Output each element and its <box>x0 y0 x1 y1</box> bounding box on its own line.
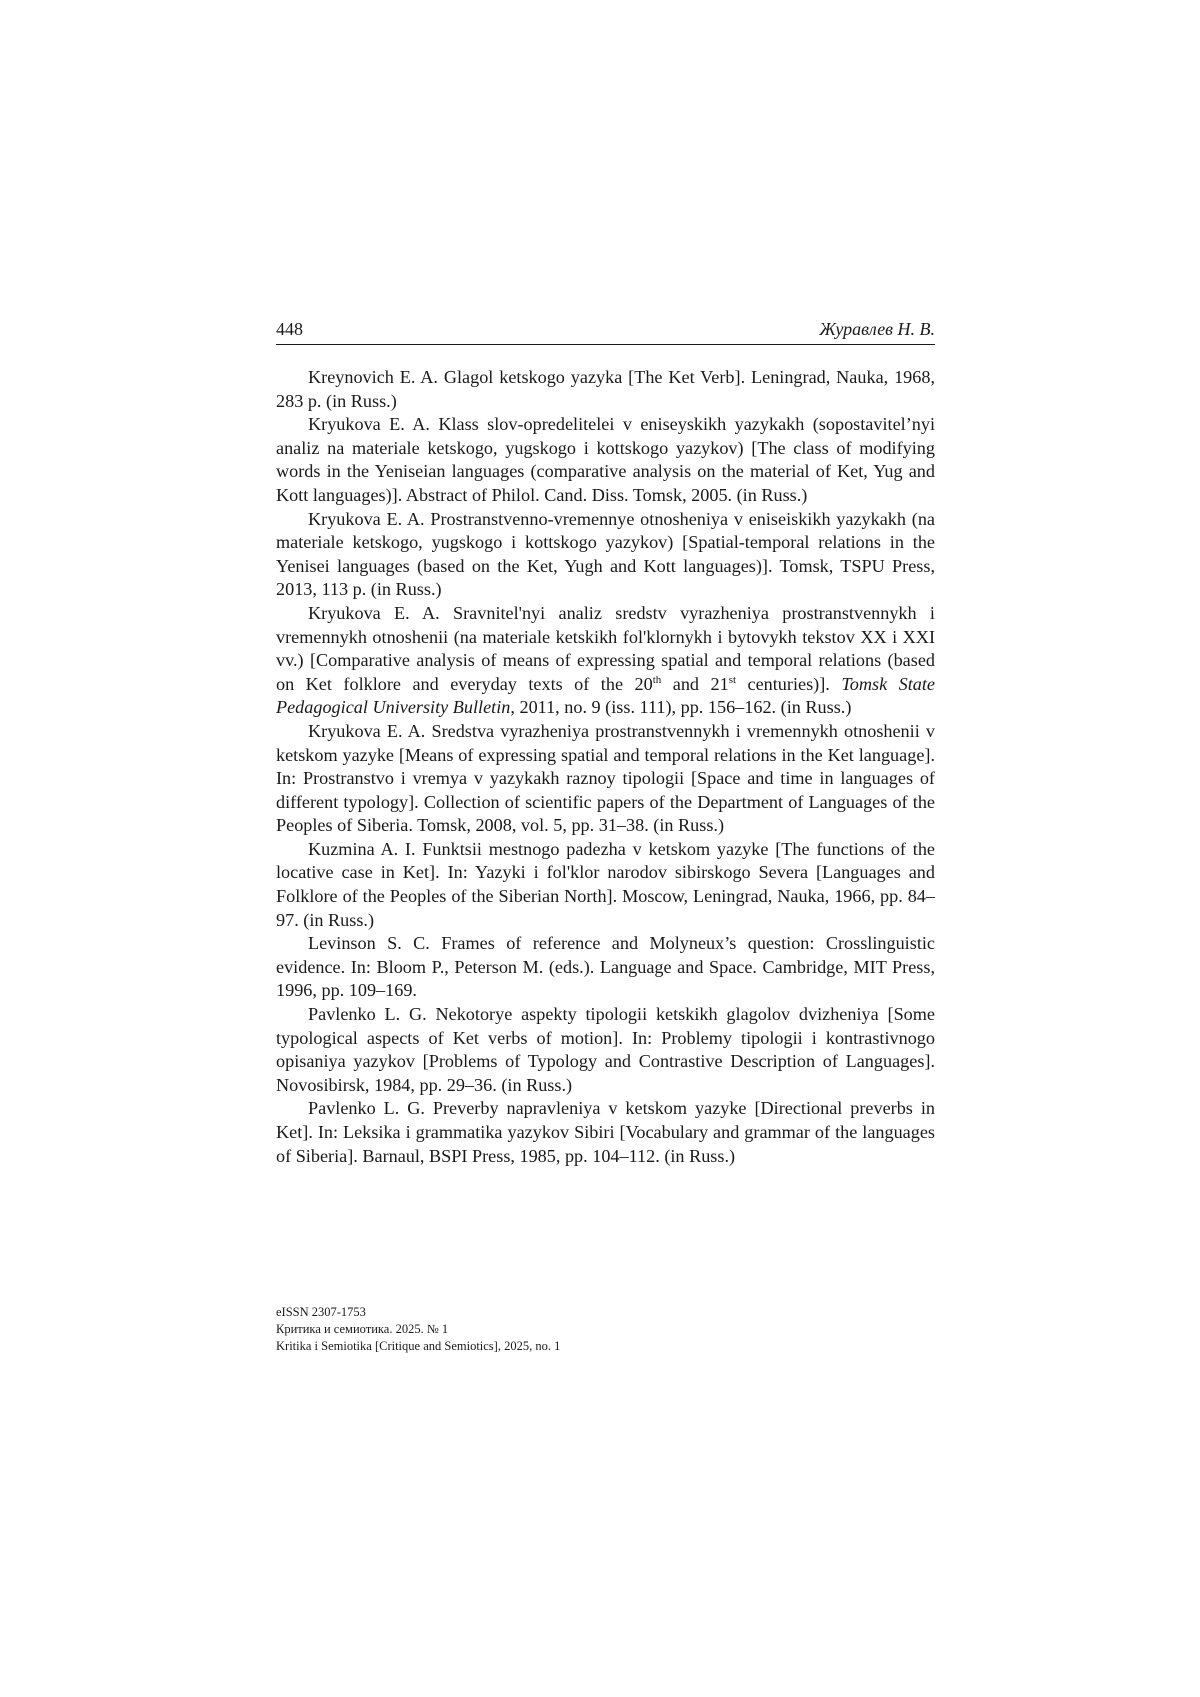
footer-journal-en: Kritika i Semiotika [Critique and Semiotics], 2025, no. 1 <box>276 1338 560 1355</box>
running-head-author: Журавлев Н. В. <box>819 318 935 340</box>
reference-text: and 21 <box>661 674 728 694</box>
reference-item: Kuzmina A. I. Funktsii mestnogo padezha v ketskom yazyke [The functions of the locative case in Ket]. In: Yazyki i fol'klor narodov sibirskogo Severa [Languages and Folklore of the Peoples of the Siberian North]. Moscow, Leningrad, Nauka, 1966, pp. 84–97. (in Russ.) <box>276 838 935 932</box>
page-number: 448 <box>276 318 303 340</box>
reference-item: Kryukova E. A. Sredstva vyrazheniya prostranstvennykh i vremennykh otnoshenii v ketskom yazyke [Means of expressing spatial and temporal relations in the Ket language]. In: Prostranstvo i vremya v yazykakh raznoy tipologii [Space and time in languages of different typology]. Collection of scientific papers of the Department of Languages of the Peoples of Siberia. Tomsk, 2008, vol. 5, pp. 31–38. (in Russ.) <box>276 720 935 838</box>
reference-item: Pavlenko L. G. Preverby napravleniya v ketskom yazyke [Directional preverbs in Ket]. In: Leksika i grammatika yazykov Sibiri [Vocabulary and grammar of the languages of Siberia]. Barnaul, BSPI Press, 1985, pp. 104–112. (in Russ.) <box>276 1097 935 1168</box>
superscript-st: st <box>729 674 736 686</box>
footer-eissn: eISSN 2307-1753 <box>276 1304 560 1321</box>
reference-text: Kryukova E. A. Sravnitel'nyi analiz sredstv vyrazheniya prostranstvennykh i vremennykh otnoshenii (na materiale ketskikh fol'klornykh i bytovykh tekstov XX i XXI vv.) [Comparative analysis of means of expressing spatial and temporal relations (based on Ket folklore and everyday texts of the 20 <box>276 603 935 694</box>
reference-text: , 2011, no. 9 (iss. 111), pp. 156–162. (in Russ.) <box>510 697 851 717</box>
page-footer <box>276 1304 560 1355</box>
reference-item: Levinson S. C. Frames of reference and Molyneux’s question: Crosslinguistic evidence. In: Bloom P., Peterson M. (eds.). Language and Space. Cambridge, MIT Press, 1996, pp. 109–169. <box>276 932 935 1003</box>
footer-journal-ru: Критика и семиотика. 2025. № 1 <box>276 1321 560 1338</box>
reference-item: Kreynovich E. A. Glagol ketskogo yazyka [The Ket Verb]. Leningrad, Nauka, 1968, 283 p. (in Russ.) <box>276 366 935 413</box>
reference-item <box>276 602 935 720</box>
reference-item: Kryukova E. A. Prostranstvenno-vremennye otnosheniya v eniseiskikh yazykakh (na materiale ketskogo, yugskogo i kottskogo yazykov) [Spatial-temporal relations in the Yenisei languages (based on the Ket, Yugh and Kott languages)]. Tomsk, TSPU Press, 2013, 113 p. (in Russ.) <box>276 508 935 602</box>
superscript-th: th <box>653 674 662 686</box>
reference-text: centuries)]. <box>736 674 841 694</box>
reference-list <box>276 366 935 1168</box>
reference-item: Kryukova E. A. Klass slov-opredelitelei v eniseyskikh yazykakh (sopostavitel’nyi analiz na materiale ketskogo, yugskogo i kottskogo yazykov) [The class of modifying words in the Yeniseian languages (comparative analysis on the material of Ket, Yug and Kott languages)]. Abstract of Philol. Cand. Diss. Tomsk, 2005. (in Russ.) <box>276 413 935 507</box>
reference-item: Pavlenko L. G. Nekotorye aspekty tipologii ketskikh glagolov dvizheniya [Some typological aspects of Ket verbs of motion]. In: Problemy tipologii i kontrastivnogo opisaniya yazykov [Problems of Typology and Contrastive Description of Languages]. Novosibirsk, 1984, pp. 29–36. (in Russ.) <box>276 1003 935 1097</box>
journal-title: Tomsk State Pedagogical University Bulletin <box>276 674 935 718</box>
page-body <box>276 318 935 1168</box>
running-head <box>276 318 935 345</box>
